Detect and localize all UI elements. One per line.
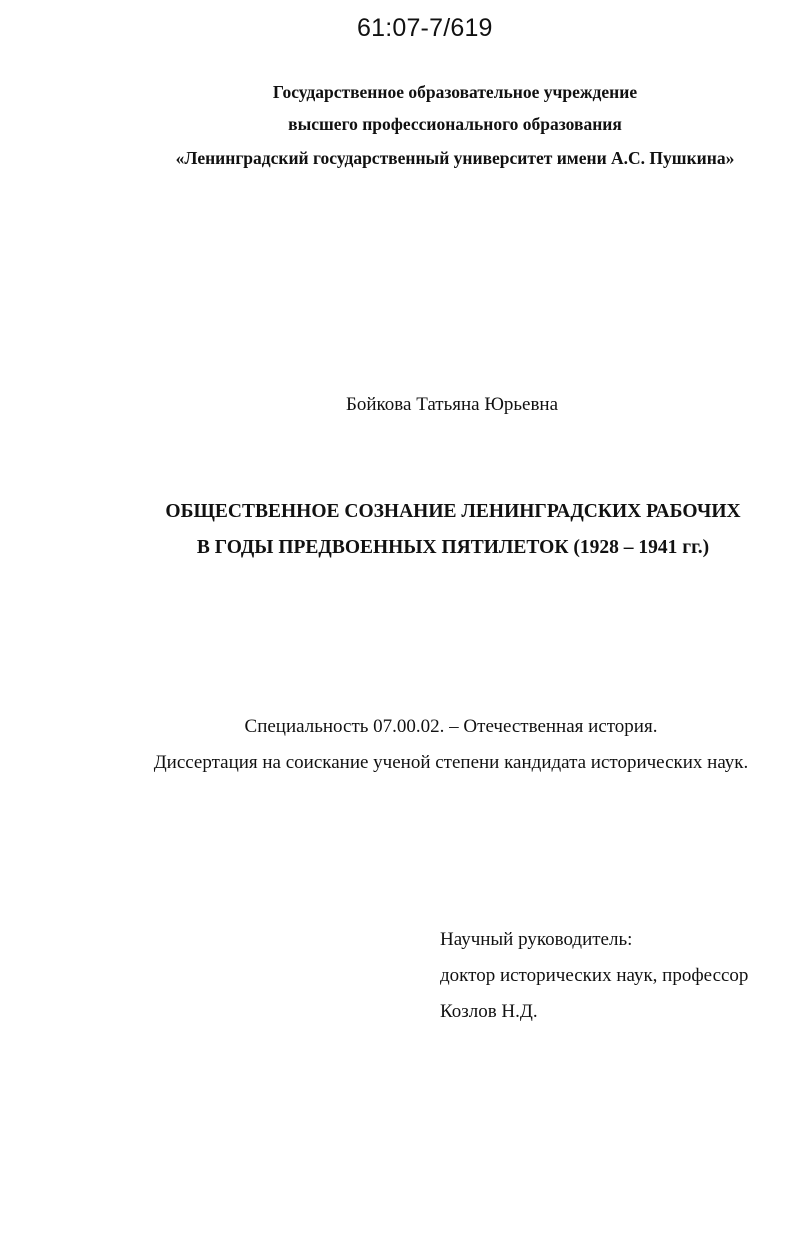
- degree-line: Диссертация на соискание ученой степени кандидата исторических наук.: [153, 752, 749, 773]
- specialty-line: Специальность 07.00.02. – Отечественная история.: [244, 716, 658, 737]
- institution-line-2: высшего профессионального образования: [288, 114, 622, 134]
- advisor-name: Козлов Н.Д.: [440, 1001, 538, 1022]
- institution-line-3: «Ленинградский государственный университет имени А.С. Пушкина»: [175, 148, 735, 168]
- document-code: 61:07-7/619: [357, 14, 493, 42]
- thesis-title-line-1: ОБЩЕСТВЕННОЕ СОЗНАНИЕ ЛЕНИНГРАДСКИХ РАБОЧИХ: [165, 501, 741, 522]
- advisor-degree: доктор исторических наук, профессор: [440, 965, 749, 986]
- advisor-label: Научный руководитель:: [440, 929, 633, 950]
- institution-line-1: Государственное образовательное учреждение: [272, 82, 638, 102]
- author-name: Бойкова Татьяна Юрьевна: [345, 394, 559, 415]
- thesis-title-line-2: В ГОДЫ ПРЕДВОЕННЫХ ПЯТИЛЕТОК (1928 – 1941 гг.): [196, 537, 710, 558]
